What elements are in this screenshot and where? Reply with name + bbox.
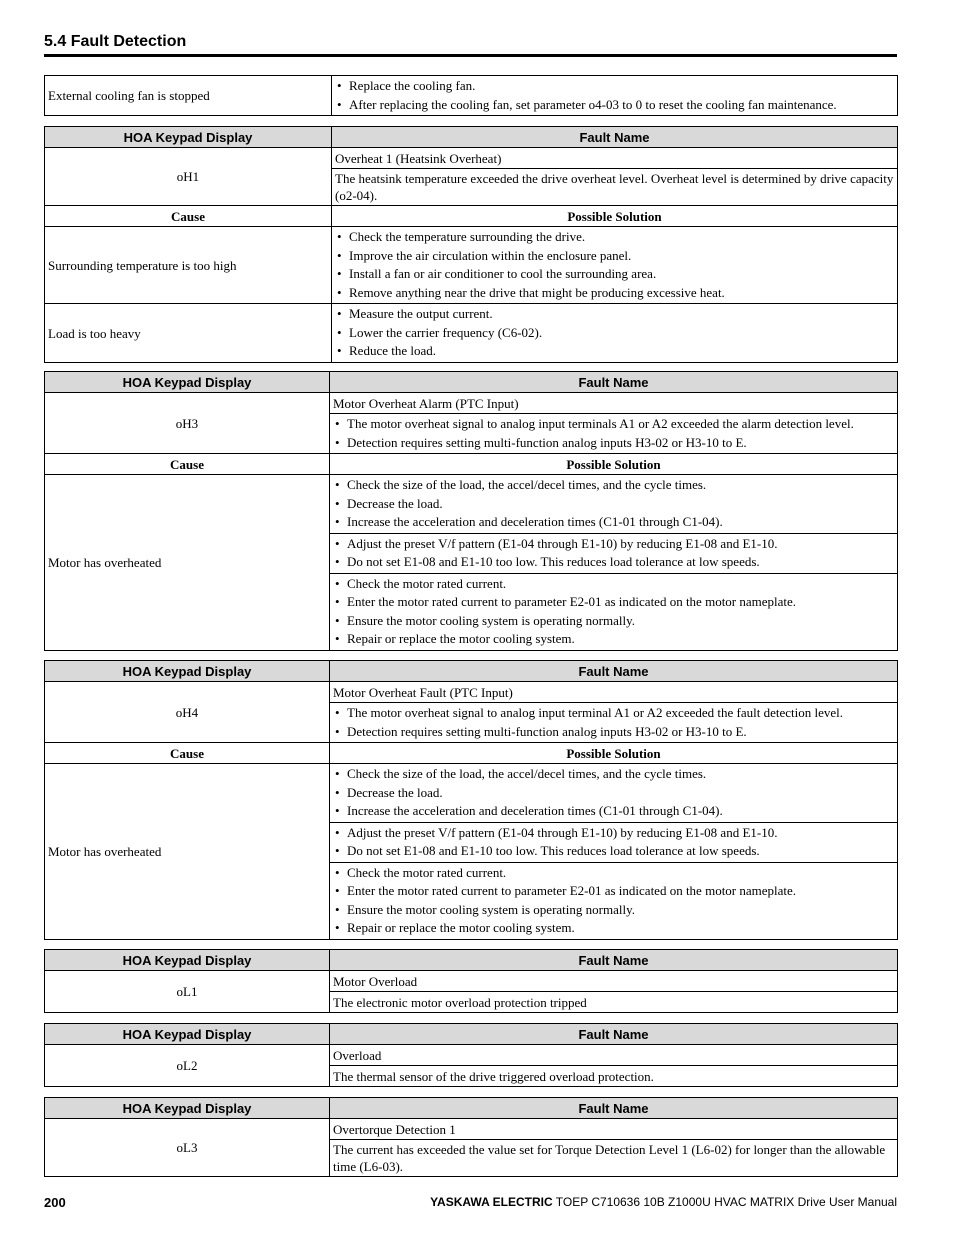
table-row (45, 682, 898, 703)
brand-name: YASKAWA ELECTRIC (430, 1195, 553, 1209)
list-item: • Increase the acceleration and deceleration times (C1-01 through C1-04). (333, 513, 894, 532)
list-item: • After replacing the cooling fan, set parameter o4-03 to 0 to reset the cooling fan maintenance. (335, 96, 894, 115)
column-header-fault-name: Fault Name (330, 950, 898, 971)
column-header-display: HOA Keypad Display (45, 1024, 330, 1045)
table-subheader-row (45, 743, 898, 764)
solution-header: Possible Solution (330, 743, 898, 764)
fault-code: oL2 (45, 1045, 330, 1087)
cause-header: Cause (45, 206, 332, 227)
solution-cell (330, 822, 898, 862)
fault-name: Motor Overheat Alarm (PTC Input) (330, 393, 898, 414)
list-item: • Adjust the preset V/f pattern (E1-04 through E1-10) by reducing E1-08 and E1-10. (333, 535, 894, 554)
section-title: 5.4 Fault Detection (44, 33, 187, 50)
list-item: • Replace the cooling fan. (335, 77, 894, 96)
table-row (45, 393, 898, 414)
cause-cell: Load is too heavy (45, 304, 332, 363)
fault-table-ol3 (44, 1097, 898, 1177)
column-header-fault-name: Fault Name (330, 1024, 898, 1045)
solution-cell (330, 764, 898, 823)
list-item: • Decrease the load. (333, 495, 894, 514)
table-row (45, 304, 898, 363)
fault-name: Motor Overheat Fault (PTC Input) (330, 682, 898, 703)
table-header-row (45, 372, 898, 393)
solution-cell (332, 227, 898, 304)
fault-description (330, 703, 898, 743)
solution-cell (330, 862, 898, 939)
list-item: • Reduce the load. (335, 342, 894, 361)
solution-cell (330, 533, 898, 573)
list-item: • The motor overheat signal to analog input terminal A1 or A2 exceeded the fault detection level. (333, 704, 894, 723)
list-item: • Repair or replace the motor cooling system. (333, 919, 894, 938)
fault-code: oH1 (45, 148, 332, 206)
column-header-display: HOA Keypad Display (45, 372, 330, 393)
table-row (45, 1045, 898, 1066)
list-item: • Check the motor rated current. (333, 864, 894, 883)
cause-cell: External cooling fan is stopped (45, 76, 332, 116)
list-item: • Detection requires setting multi-function analog inputs H3-02 or H3-10 to E. (333, 723, 894, 742)
list-item: • Check the motor rated current. (333, 575, 894, 594)
fault-description (330, 414, 898, 454)
fault-table-ol1 (44, 949, 898, 1013)
list-item: • Remove anything near the drive that might be producing excessive heat. (335, 284, 894, 303)
column-header-fault-name: Fault Name (330, 1098, 898, 1119)
table-row (45, 475, 898, 534)
list-item: • Repair or replace the motor cooling system. (333, 630, 894, 649)
solution-cell (332, 76, 898, 116)
page-number: 200 (44, 1195, 66, 1210)
cause-header: Cause (45, 743, 330, 764)
column-header-display: HOA Keypad Display (45, 950, 330, 971)
table-header-row (45, 661, 898, 682)
table-subheader-row (45, 454, 898, 475)
fault-description: The current has exceeded the value set for Torque Detection Level 1 (L6-02) for longer than the allowable time (L6-03). (330, 1140, 898, 1177)
table-row (45, 971, 898, 992)
fault-code: oH4 (45, 682, 330, 743)
cause-cell: Motor has overheated (45, 475, 330, 651)
list-item: • Check the size of the load, the accel/decel times, and the cycle times. (333, 476, 894, 495)
list-item: • Decrease the load. (333, 784, 894, 803)
fault-code: oL3 (45, 1119, 330, 1177)
solution-cell (332, 304, 898, 363)
fault-table-oh4 (44, 660, 898, 940)
list-item: • Ensure the motor cooling system is operating normally. (333, 901, 894, 920)
table-header-row (45, 127, 898, 148)
fault-code: oH3 (45, 393, 330, 454)
list-item: • Check the size of the load, the accel/decel times, and the cycle times. (333, 765, 894, 784)
fault-table-continued (44, 75, 898, 116)
fault-code: oL1 (45, 971, 330, 1013)
list-item: • Improve the air circulation within the enclosure panel. (335, 247, 894, 266)
cause-header: Cause (45, 454, 330, 475)
fault-description: The electronic motor overload protection tripped (330, 992, 898, 1013)
cause-cell: Motor has overheated (45, 764, 330, 940)
table-header-row (45, 1024, 898, 1045)
list-item: • Ensure the motor cooling system is operating normally. (333, 612, 894, 631)
column-header-display: HOA Keypad Display (45, 661, 330, 682)
list-item: • The motor overheat signal to analog input terminals A1 or A2 exceeded the alarm detection level. (333, 415, 894, 434)
list-item: • Check the temperature surrounding the drive. (335, 228, 894, 247)
cause-cell: Surrounding temperature is too high (45, 227, 332, 304)
fault-table-oh3 (44, 371, 898, 651)
fault-name: Overload (330, 1045, 898, 1066)
list-item: • Do not set E1-08 and E1-10 too low. This reduces load tolerance at low speeds. (333, 553, 894, 572)
list-item: • Lower the carrier frequency (C6-02). (335, 324, 894, 343)
solution-header: Possible Solution (330, 454, 898, 475)
solution-header: Possible Solution (332, 206, 898, 227)
list-item: • Do not set E1-08 and E1-10 too low. This reduces load tolerance at low speeds. (333, 842, 894, 861)
table-row (45, 764, 898, 823)
list-item: • Install a fan or air conditioner to cool the surrounding area. (335, 265, 894, 284)
table-header-row (45, 950, 898, 971)
column-header-fault-name: Fault Name (330, 661, 898, 682)
title-divider (44, 54, 897, 57)
manual-name: TOEP C710636 10B Z1000U HVAC MATRIX Drive User Manual (555, 1195, 897, 1209)
list-item: • Enter the motor rated current to parameter E2-01 as indicated on the motor nameplate. (333, 882, 894, 901)
fault-name: Overheat 1 (Heatsink Overheat) (332, 148, 898, 169)
table-row (45, 227, 898, 304)
table-row (45, 76, 898, 116)
column-header-display: HOA Keypad Display (45, 127, 332, 148)
fault-name: Overtorque Detection 1 (330, 1119, 898, 1140)
fault-table-oh1 (44, 126, 898, 363)
fault-name: Motor Overload (330, 971, 898, 992)
table-row (45, 148, 898, 169)
column-header-fault-name: Fault Name (332, 127, 898, 148)
solution-cell (330, 475, 898, 534)
list-item: • Enter the motor rated current to parameter E2-01 as indicated on the motor nameplate. (333, 593, 894, 612)
list-item: • Measure the output current. (335, 305, 894, 324)
column-header-display: HOA Keypad Display (45, 1098, 330, 1119)
fault-description: The heatsink temperature exceeded the drive overheat level. Overheat level is determined by drive capacity (o2-04). (332, 169, 898, 206)
list-item: • Adjust the preset V/f pattern (E1-04 through E1-10) by reducing E1-08 and E1-10. (333, 824, 894, 843)
list-item: • Increase the acceleration and deceleration times (C1-01 through C1-04). (333, 802, 894, 821)
list-item: • Detection requires setting multi-function analog inputs H3-02 or H3-10 to E. (333, 434, 894, 453)
solution-cell (330, 573, 898, 650)
fault-table-ol2 (44, 1023, 898, 1087)
table-subheader-row (45, 206, 898, 227)
table-header-row (45, 1098, 898, 1119)
manual-title (430, 1195, 897, 1209)
table-row (45, 1119, 898, 1140)
column-header-fault-name: Fault Name (330, 372, 898, 393)
fault-description: The thermal sensor of the drive triggered overload protection. (330, 1066, 898, 1087)
